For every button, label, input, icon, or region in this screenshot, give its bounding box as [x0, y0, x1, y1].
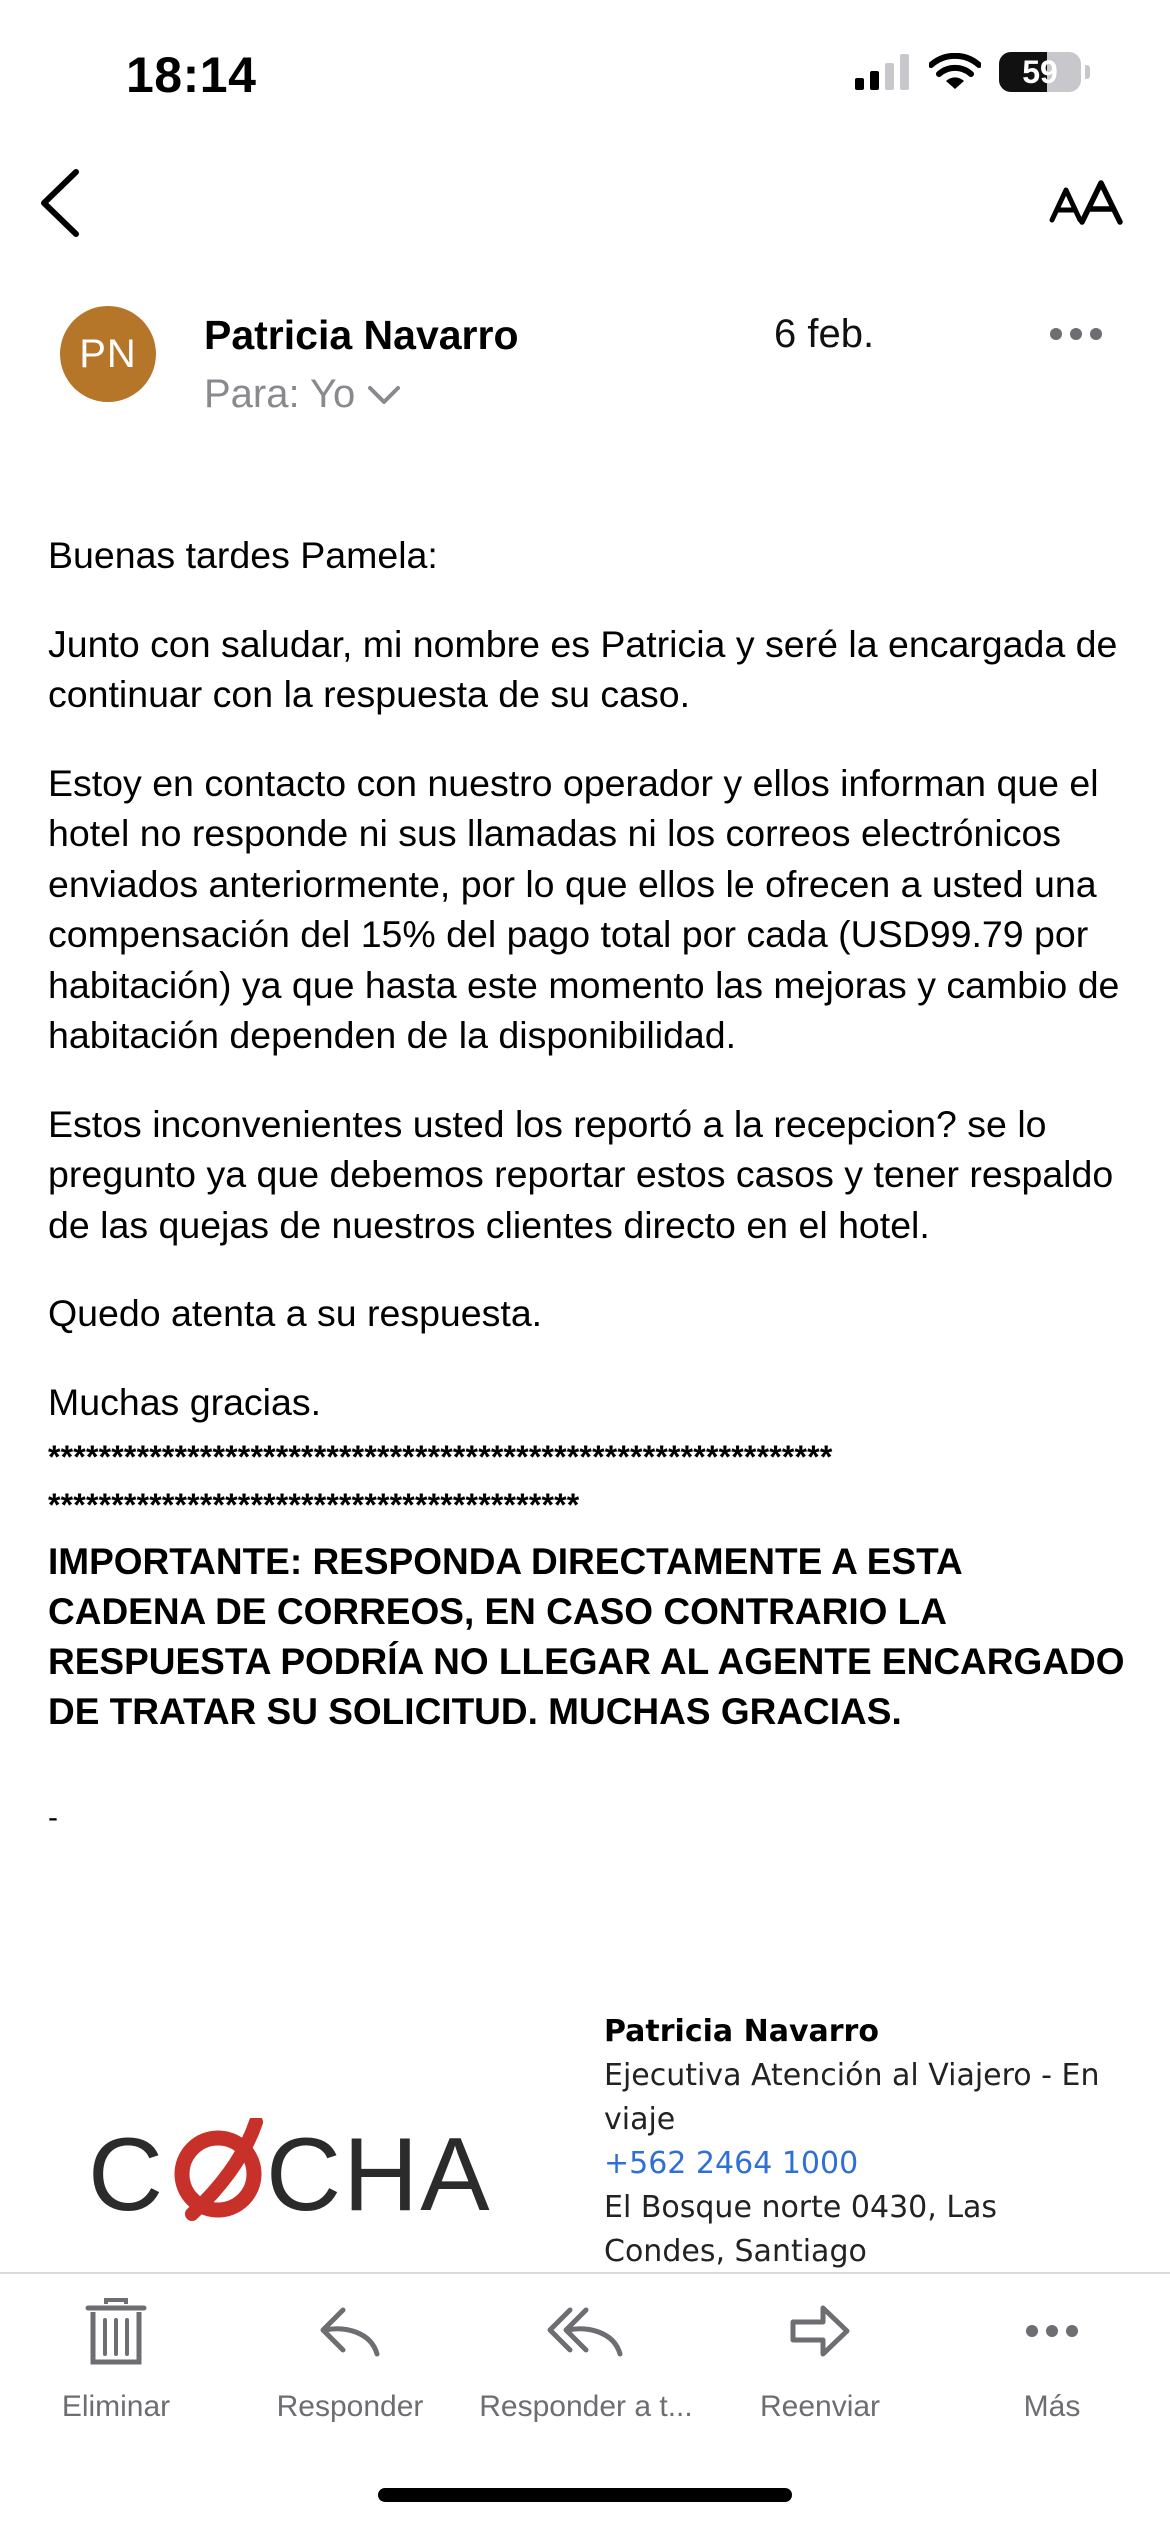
- paragraph-closing: Quedo atenta a su respuesta.: [48, 1292, 543, 1334]
- svg-text:CHA: CHA: [266, 2118, 492, 2228]
- delete-label: Eliminar: [61, 2390, 171, 2423]
- signature-address: El Bosque norte 0430, Las Condes, Santiago: [604, 2190, 998, 2269]
- reply-all-arrow-icon: [546, 2296, 626, 2366]
- recipients-toggle[interactable]: [204, 372, 401, 417]
- more-dots-icon: [1024, 2296, 1080, 2366]
- reply-all-button[interactable]: [466, 2296, 706, 2424]
- forward-button[interactable]: [700, 2296, 940, 2424]
- svg-text:C: C: [88, 2118, 166, 2228]
- trash-icon: [84, 2296, 148, 2366]
- delete-button[interactable]: [0, 2296, 236, 2424]
- wifi-icon: [929, 53, 981, 91]
- separator-line-2: ******************************************: [48, 1487, 580, 1523]
- paragraph-intro: Junto con saludar, mi nombre es Patricia y seré la encargada de continuar con la respuesta de su caso.: [48, 622, 1118, 715]
- signature-phone-link[interactable]: +562 2464 1000: [604, 2146, 859, 2181]
- signature-block: [604, 2010, 1124, 2274]
- reply-button[interactable]: [230, 2296, 470, 2424]
- home-indicator[interactable]: [378, 2488, 792, 2502]
- signature-role: Ejecutiva Atención al Viajero - En viaje: [604, 2058, 1100, 2137]
- sender-name[interactable]: Patricia Navarro: [204, 312, 519, 358]
- recipients-label: Para: Yo: [204, 372, 356, 416]
- avatar[interactable]: PN: [60, 306, 156, 402]
- reply-arrow-icon: [317, 2296, 383, 2366]
- bottom-toolbar: [0, 2272, 1170, 2452]
- reply-label: Responder: [276, 2390, 424, 2423]
- status-icons: [855, 52, 1090, 92]
- battery-tip: [1085, 65, 1090, 79]
- signature-dash: -: [48, 1801, 58, 1834]
- forward-label: Reenviar: [759, 2390, 881, 2423]
- separator-line-1: **************************************************************: [48, 1439, 833, 1475]
- important-notice: IMPORTANTE: RESPONDA DIRECTAMENTE A ESTA CADENA DE CORREOS, EN CASO CONTRARIO LA RESPUESTA PODRÍA NO LLEGAR AL AGENTE ENCARGADO DE TRATAR SU SOLICITUD. MUCHAS GRACIAS.: [48, 1541, 1125, 1732]
- email-body: [48, 530, 1128, 1844]
- text-size-icon[interactable]: [1048, 180, 1124, 226]
- cellular-signal-icon: [855, 54, 911, 90]
- signature-name: Patricia Navarro: [604, 2014, 879, 2049]
- more-button[interactable]: [932, 2296, 1170, 2424]
- chevron-down-icon: [367, 384, 401, 406]
- status-time: 18:14: [126, 47, 257, 103]
- paragraph-compensation: Estoy en contacto con nuestro operador y ellos informan que el hotel no responde ni sus llamadas ni los correos electrónicos enviados anteriormente, por lo que ellos le ofrecen a usted una compensación del 15% del pago total por cada (USD99.79 por habitación) ya que hasta este momento las mejoras y cambio de habitación dependen de la disponibilidad.: [48, 761, 1120, 1056]
- cocha-logo: [88, 2118, 498, 2228]
- paragraph-thanks: Muchas gracias.: [48, 1380, 322, 1423]
- battery-icon: [999, 52, 1081, 92]
- battery-percentage: 59: [1022, 53, 1058, 90]
- forward-arrow-icon: [787, 2296, 853, 2366]
- more-options-icon[interactable]: [1048, 324, 1104, 344]
- email-date: 6 feb.: [774, 312, 875, 356]
- more-label: Más: [1023, 2390, 1081, 2423]
- paragraph-question: Estos inconvenientes usted los reportó a la recepcion? se lo pregunto ya que debemos reportar estos casos y tener respaldo de las quejas de nuestros clientes directo en el hotel.: [48, 1102, 1114, 1246]
- back-chevron-icon[interactable]: [36, 166, 86, 240]
- greeting: Buenas tardes Pamela:: [48, 534, 438, 576]
- reply-all-label: Responder a t...: [479, 2390, 693, 2423]
